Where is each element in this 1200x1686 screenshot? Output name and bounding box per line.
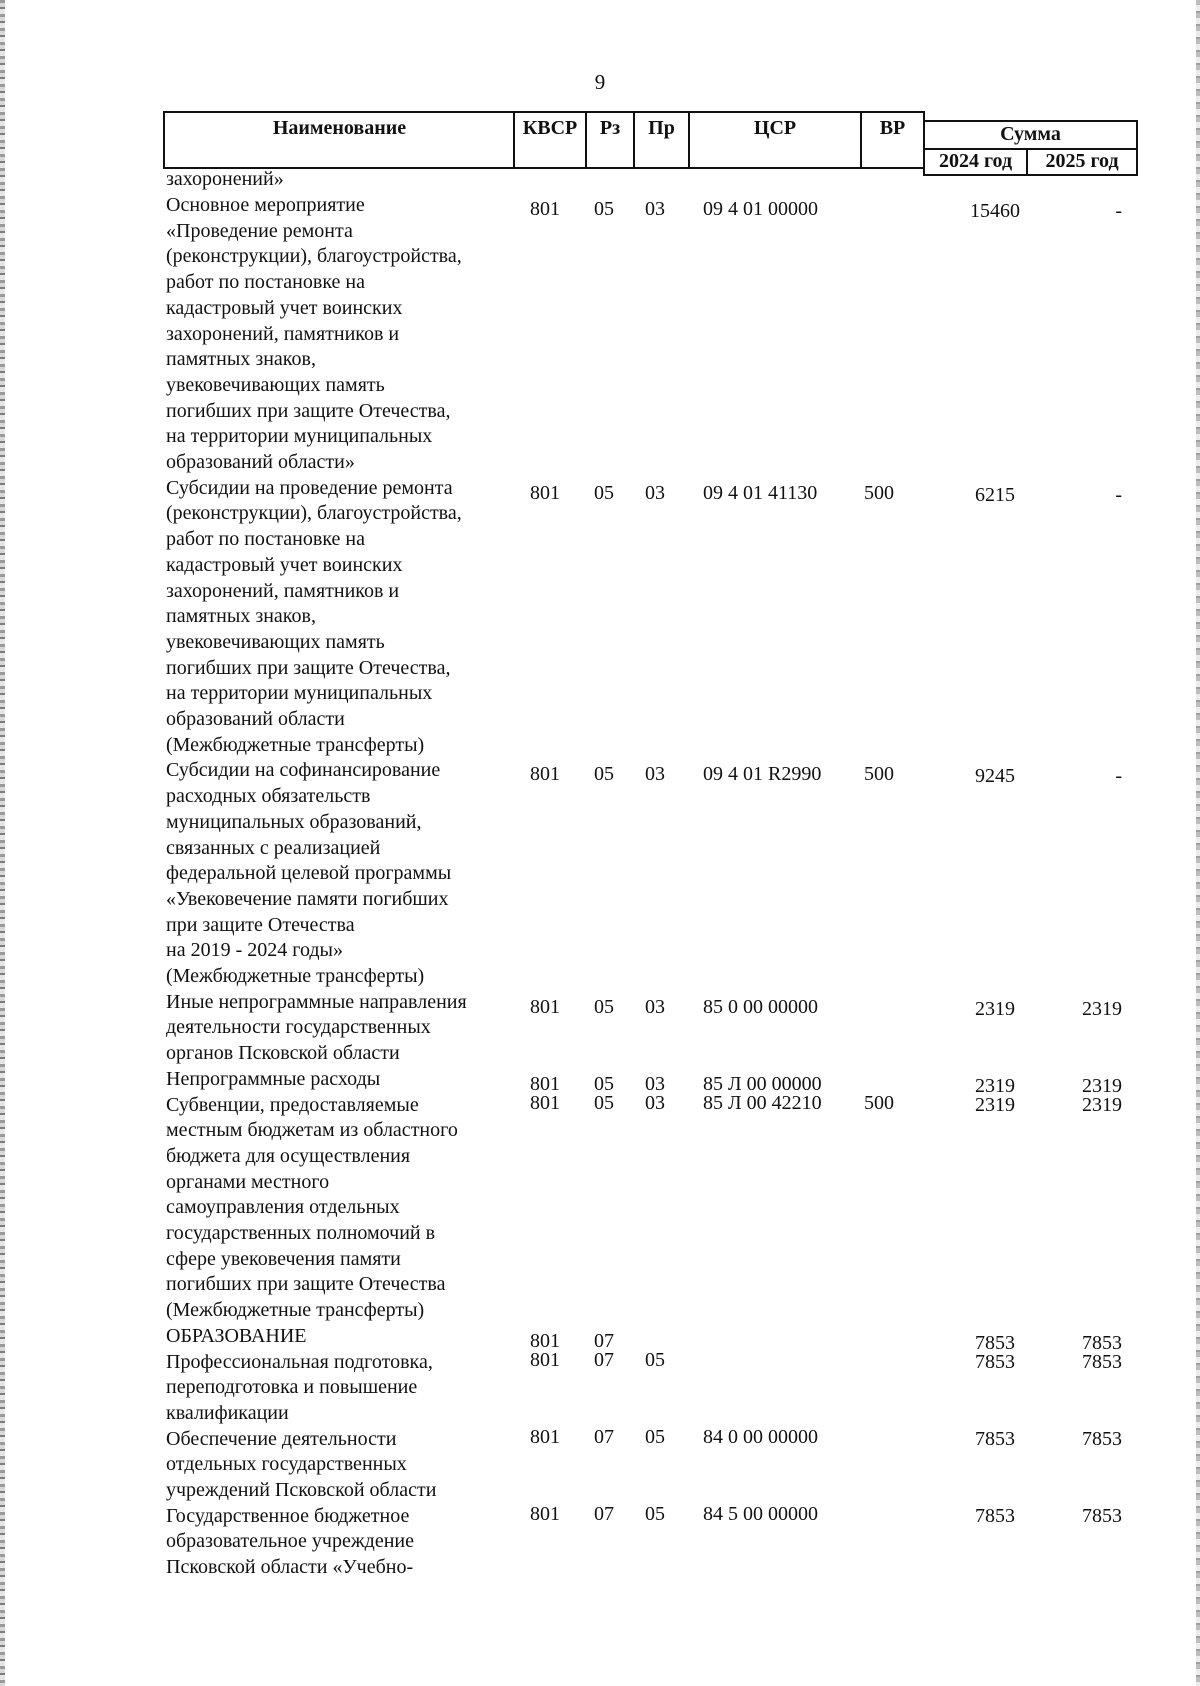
row-name-line: на территории муниципальных <box>166 682 433 705</box>
header-vr: ВР <box>879 117 906 139</box>
row-sum-2024: 7853 <box>975 1427 1015 1450</box>
row-kvsr: 801 <box>530 763 560 786</box>
row-name-line: расходных обязательств <box>166 785 371 808</box>
header-rz: Рз <box>599 117 621 139</box>
row-name-line: захоронений, памятников и <box>166 579 400 602</box>
row-csr: 85 Л 00 42210 <box>703 1091 822 1114</box>
row-sum-2024: 2319 <box>975 1074 1015 1097</box>
row-rz: 07 <box>594 1502 614 1525</box>
row-name-line: при защите Отечества <box>166 913 355 936</box>
row-name-line: органов Псковской области <box>166 1042 400 1065</box>
row-name <box>166 1324 506 1350</box>
row-name <box>166 476 506 759</box>
row-kvsr: 801 <box>530 1425 560 1448</box>
row-rz: 05 <box>594 198 614 220</box>
header-kvsr: КВСР <box>522 117 578 139</box>
row-pr: 03 <box>645 1072 665 1095</box>
row-name-line: Государственное бюджетное <box>166 1504 410 1527</box>
leading-text: захоронений» <box>166 168 284 190</box>
row-name-line: памятных знаков, <box>166 348 316 371</box>
row-kvsr: 801 <box>530 1091 560 1114</box>
row-pr: 03 <box>645 995 665 1018</box>
header-year-2025: 2025 год <box>1045 150 1119 172</box>
header-year-2024: 2024 год <box>938 150 1013 172</box>
header-top-border-sum <box>923 120 1138 122</box>
row-csr: 85 Л 00 00000 <box>703 1072 822 1095</box>
row-pr: 05 <box>645 1425 665 1448</box>
row-name <box>166 1093 506 1324</box>
row-kvsr: 801 <box>530 1329 560 1352</box>
row-name-line: государственных полномочий в <box>166 1222 436 1245</box>
row-name-line: погибших при защите Отечества, <box>166 656 451 679</box>
row-name-line: (Межбюджетные трансферты) <box>166 1299 425 1322</box>
row-sum-2024: 6215 <box>975 483 1015 506</box>
row-sum-2024: 7853 <box>975 1331 1015 1354</box>
row-sum-2024: 7853 <box>975 1504 1015 1527</box>
row-rz: 05 <box>594 1091 614 1114</box>
row-name-line: кадастровый учет воинских <box>166 296 403 319</box>
row-name-line: погибших при защите Отечества, <box>166 399 451 422</box>
row-name-line: (Межбюджетные трансферты) <box>166 965 425 988</box>
row-name-line: отдельных государственных <box>166 1453 407 1476</box>
header-sum: Сумма <box>1000 123 1061 145</box>
row-csr: 09 4 01 00000 <box>703 198 818 220</box>
row-rz: 07 <box>594 1348 614 1371</box>
row-sum-2025: - <box>1115 765 1122 788</box>
row-name-line: квалификации <box>166 1401 289 1424</box>
row-name-line: связанных с реализацией <box>166 836 381 859</box>
row-csr: 84 5 00 00000 <box>703 1502 818 1525</box>
row-kvsr: 801 <box>530 481 560 504</box>
row-csr: 09 4 01 R2990 <box>703 763 822 786</box>
header-top-border <box>163 111 923 113</box>
row-name-line: памятных знаков, <box>166 605 316 628</box>
row-sum-2024: 9245 <box>975 765 1015 788</box>
row-sum-2024: 2319 <box>975 997 1015 1020</box>
row-name-line: образований области <box>166 708 345 731</box>
row-name-line: бюджета для осуществления <box>166 1144 411 1167</box>
row-name-line: на 2019 - 2024 годы» <box>166 939 343 962</box>
header-left-border <box>163 111 165 167</box>
header-pr: Пр <box>648 117 675 139</box>
header-name: Наименование <box>272 117 407 139</box>
row-pr: 05 <box>645 1502 665 1525</box>
row-rz: 05 <box>594 481 614 504</box>
row-name <box>166 1350 506 1427</box>
row-rz: 05 <box>594 1072 614 1095</box>
row-sum-2025: 2319 <box>1082 1093 1122 1116</box>
row-name-line: увековечивающих память <box>166 630 385 653</box>
row-name-line: самоуправления отдельных <box>166 1196 400 1219</box>
row-sum-2025: 7853 <box>1082 1427 1122 1450</box>
row-rz: 07 <box>594 1329 614 1352</box>
row-pr: 03 <box>645 481 665 504</box>
row-sum-2025: 7853 <box>1082 1504 1122 1527</box>
row-kvsr: 801 <box>530 995 560 1018</box>
row-name-line: органами местного <box>166 1170 330 1193</box>
row-name-line: Субсидии на софинансирование <box>166 759 441 782</box>
row-name-line: сфере увековечения памяти <box>166 1247 401 1270</box>
row-rz: 05 <box>594 995 614 1018</box>
row-pr: 05 <box>645 1348 665 1371</box>
page-number: 9 <box>594 70 606 94</box>
row-pr: 03 <box>645 1091 665 1114</box>
row-sum-2025: 7853 <box>1082 1331 1122 1354</box>
row-sum-2024: 2319 <box>975 1093 1015 1116</box>
row-name-line: Иные непрограммные направления <box>166 990 467 1013</box>
row-pr: 03 <box>645 763 665 786</box>
row-kvsr: 801 <box>530 198 560 220</box>
row-csr: 84 0 00 00000 <box>703 1425 818 1448</box>
row-name-line: (реконструкции), благоустройства, <box>166 245 462 268</box>
row-kvsr: 801 <box>530 1348 560 1371</box>
row-name-line: Обеспечение деятельности <box>166 1427 397 1450</box>
row-vr: 500 <box>864 763 894 786</box>
row-name-line: Непрограммные расходы <box>166 1067 381 1090</box>
row-name-line: деятельности государственных <box>166 1016 431 1039</box>
row-name-line: местным бюджетам из областного <box>166 1119 458 1142</box>
row-name-line: увековечивающих память <box>166 373 385 396</box>
row-name-line: Субвенции, предоставляемые <box>166 1093 419 1116</box>
row-sum-2025: - <box>1115 200 1122 222</box>
row-name-line: захоронений, памятников и <box>166 322 400 345</box>
row-name-line: на территории муниципальных <box>166 425 433 448</box>
row-vr: 500 <box>864 1091 894 1114</box>
row-name <box>166 1427 506 1504</box>
row-name <box>166 1067 506 1093</box>
row-name-line: муниципальных образований, <box>166 810 422 833</box>
row-name <box>166 193 506 476</box>
row-rz: 05 <box>594 763 614 786</box>
row-kvsr: 801 <box>530 1502 560 1525</box>
row-name-line: Субсидии на проведение ремонта <box>166 476 453 499</box>
row-name-line: Профессиональная подготовка, <box>166 1350 433 1373</box>
row-name <box>166 758 506 989</box>
row-rz: 07 <box>594 1425 614 1448</box>
row-name-line: «Увековечение памяти погибших <box>166 887 449 910</box>
row-sum-2025: 7853 <box>1082 1350 1122 1373</box>
row-sum-2024: 7853 <box>975 1350 1015 1373</box>
row-csr: 85 0 00 00000 <box>703 995 818 1018</box>
row-sum-2024: 15460 <box>970 200 1020 222</box>
row-name <box>166 1504 506 1581</box>
row-name-line: погибших при защите Отечества <box>166 1273 446 1296</box>
row-vr: 500 <box>864 481 894 504</box>
row-kvsr: 801 <box>530 1072 560 1095</box>
scan-edge-left <box>0 0 5 1686</box>
row-pr: 03 <box>645 198 665 220</box>
row-name-line: переподготовка и повышение <box>166 1376 418 1399</box>
row-name-line: федеральной целевой программы <box>166 862 452 885</box>
header-sum-bottom-border <box>923 174 1138 176</box>
row-name-line: Основное мероприятие <box>166 194 365 216</box>
row-name <box>166 990 506 1067</box>
row-csr: 09 4 01 41130 <box>703 481 818 504</box>
row-name-line: кадастровый учет воинских <box>166 553 403 576</box>
row-name-line: Псковской области «Учебно- <box>166 1556 414 1579</box>
row-name-line: образований области» <box>166 451 355 474</box>
row-name-line: (реконструкции), благоустройства, <box>166 502 462 525</box>
row-name-line: (Межбюджетные трансферты) <box>166 733 425 756</box>
header-csr: ЦСР <box>753 117 797 139</box>
row-name-line: работ по постановке на <box>166 271 365 294</box>
row-name-line: образовательное учреждение <box>166 1530 415 1553</box>
row-name-line: ОБРАЗОВАНИЕ <box>166 1324 307 1347</box>
row-name-line: учреждений Псковской области <box>166 1479 437 1501</box>
row-name-line: работ по постановке на <box>166 528 365 551</box>
row-sum-2025: 2319 <box>1082 997 1122 1020</box>
row-sum-2025: 2319 <box>1082 1074 1122 1097</box>
row-name-line: «Проведение ремонта <box>166 219 353 242</box>
scan-edge-right <box>1196 0 1200 1686</box>
row-sum-2025: - <box>1115 483 1122 506</box>
